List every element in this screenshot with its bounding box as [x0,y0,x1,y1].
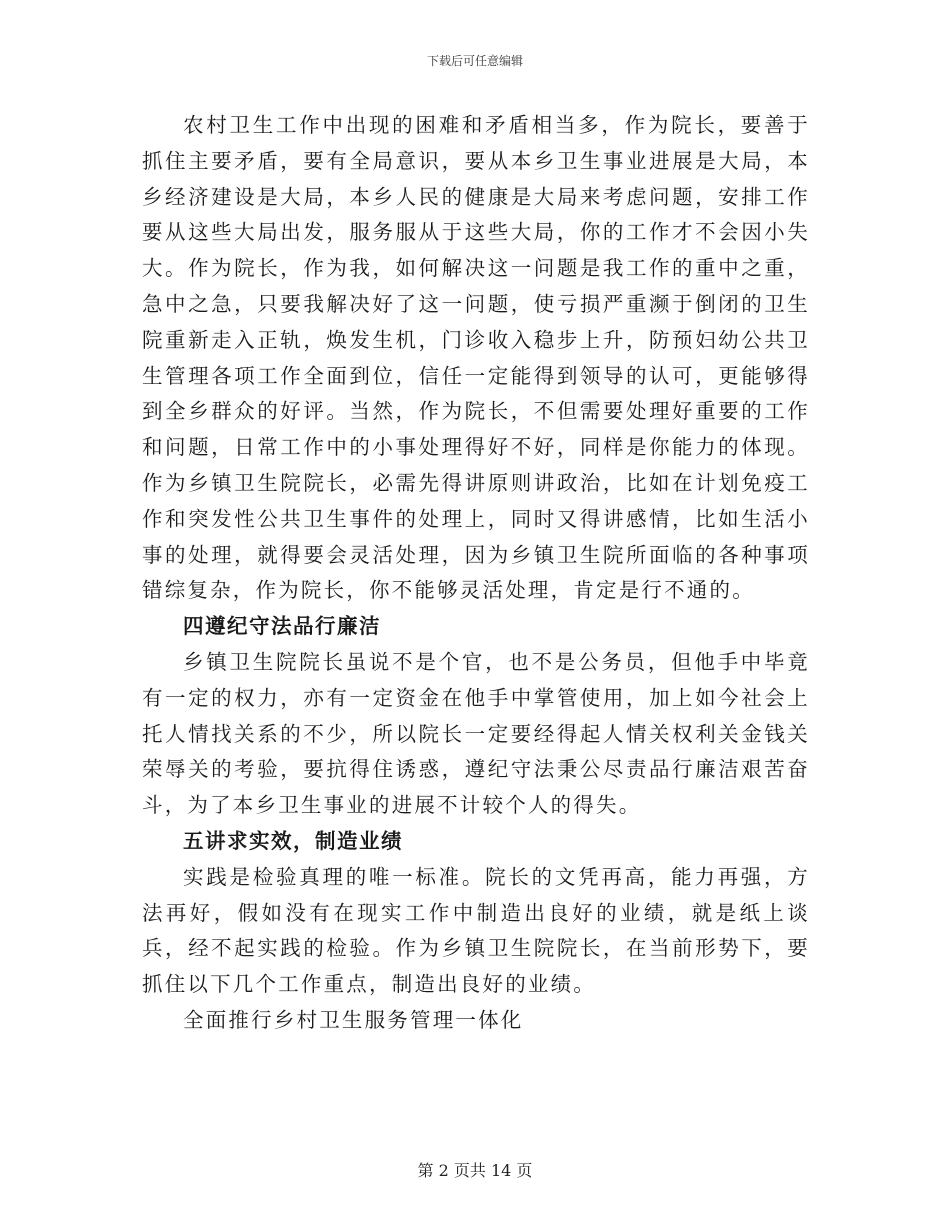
page-header: 下载后可任意编辑 [426,54,523,68]
paragraph-rural-health-work: 农村卫生工作中出现的困难和矛盾相当多，作为院长，要善于抓住主要矛盾，要有全局意识，要从本乡卫生事业进展是大局，本乡经济建设是大局，本乡人民的健康是大局来考虑问题，安排工作要从这些大局出发，服务服从于这些大局，你的工作才不会因小失大。作为院长，作为我，如何解决这一问题是我工作的重中之重，急中之急，只要我解决好了这一问题，使亏损严重濒于倒闭的卫生院重新走入正轨，焕发生机，门诊收入稳步上升，防预妇幼公共卫生管理各项工作全面到位，信任一定能得到领导的认可，更能够得到全乡群众的好评。当然，作为院长，不但需要处理好重要的工作和问题，日常工作中的小事处理得好不好，同样是你能力的体现。作为乡镇卫生院院长，必需先得讲原则讲政治，比如在计划免疫工作和突发性公共卫生事件的处理上，同时又得讲感情，比如生活小事的处理，就得要会灵活处理，因为乡镇卫生院所面临的各种事项错综复杂，作为院长，你不能够灵活处理，肯定是行不通的。 [142,113,810,603]
section-heading-integrity: 四遵纪守法品行廉洁 [183,614,381,639]
page-number: 第 2 页共 14 页 [417,1161,533,1180]
paragraph-integrity: 乡镇卫生院院长虽说不是个官，也不是公务员，但他手中毕竟有一定的权力，亦有一定资金在他手中掌管使用，加上如今社会上托人情找关系的不少，所以院长一定要经得起人情关权利关金钱关荣辱关的考验，要抗得住诱惑，遵纪守法秉公尽责品行廉洁艰苦奋斗，为了本乡卫生事业的进展不计较个人的得失。 [142,649,810,818]
document-body [142,108,810,1039]
paragraph-results: 实践是检验真理的唯一标准。院长的文凭再高，能力再强，方法再好，假如没有在现实工作中制造出良好的业绩，就是纸上谈兵，经不起实践的检验。作为乡镇卫生院院长，在当前形势下，要抓住以下几个工作重点，制造出良好的业绩。 [142,864,810,997]
section-heading-results: 五讲求实效，制造业绩 [183,828,403,853]
paragraph-integration: 全面推行乡村卫生服务管理一体化 [183,1007,524,1032]
